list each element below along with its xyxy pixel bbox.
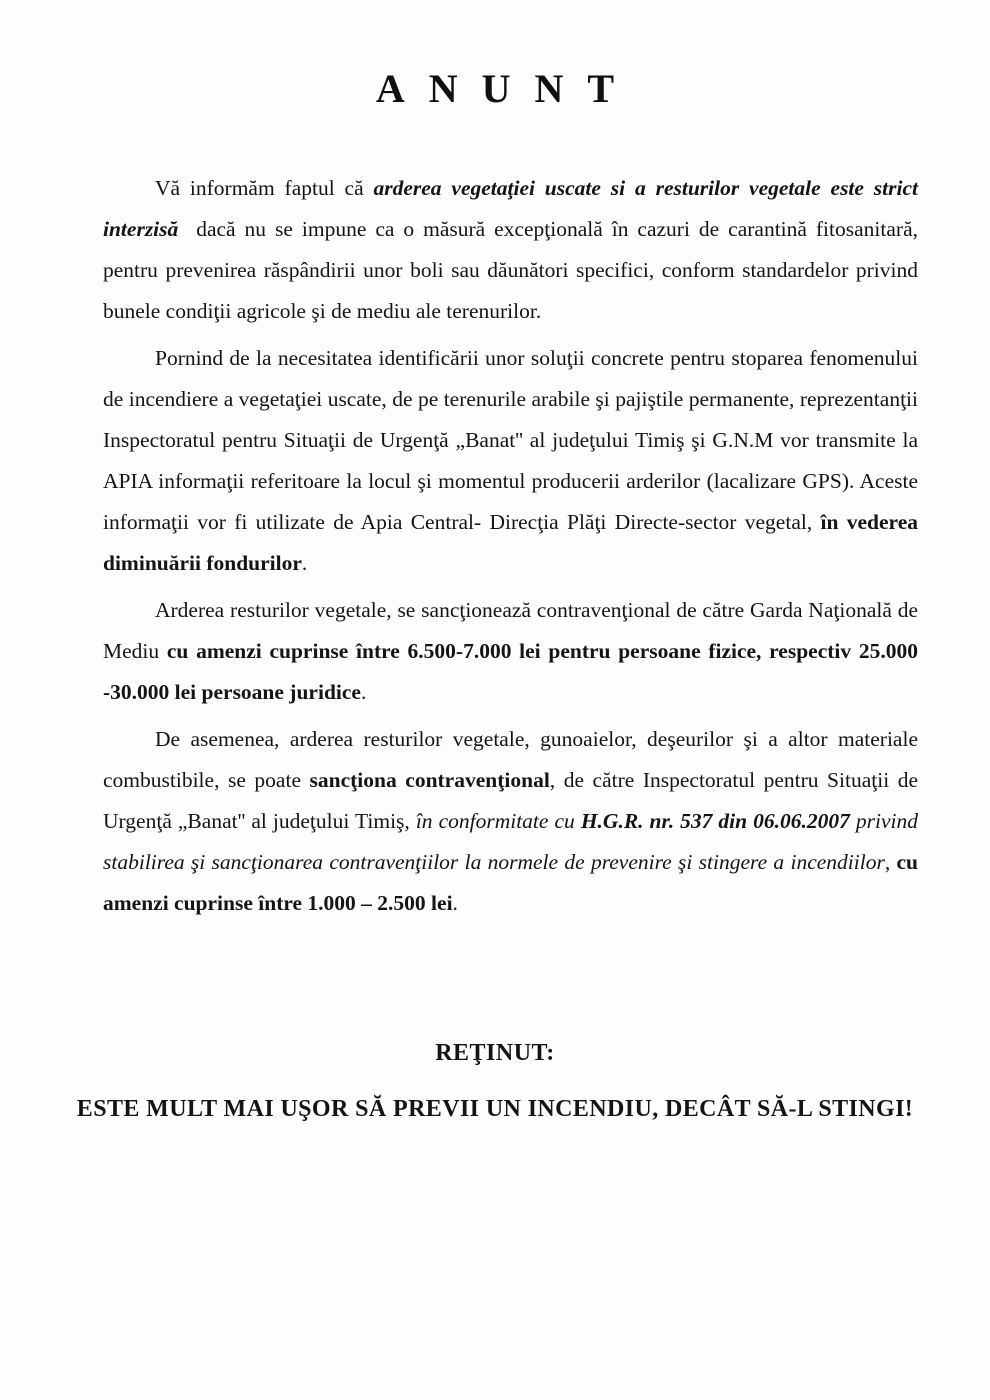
text-run: , de către Inspectoratul pentru Situaţii de Urgenţă „Banat'' al judeţului Timiş, <box>103 768 919 833</box>
footer-slogan: ESTE MULT MAI UŞOR SĂ PREVII UN INCENDIU, DECÂT SĂ-L STINGI! <box>76 1096 914 1122</box>
text-run-emphasis: cu amenzi cuprinse între 6.500-7.000 lei pentru persoane fizice, respectiv 25.000 -30.000 lei persoane juridice <box>103 639 918 704</box>
paragraph-2 <box>103 338 918 584</box>
document-body <box>103 168 918 924</box>
text-run: . <box>301 551 308 575</box>
text-run: , <box>884 850 897 874</box>
text-run-emphasis: cu amenzi cuprinse între 1.000 – 2.500 lei <box>103 850 918 915</box>
text-run: dacă nu se impune ca o măsură excepţională în cazuri de carantină fitosanitară, pentru prevenirea răspândirii unor boli sau dăunători specifici, conform standardelor privind bunele condiţii agricole şi de mediu ale terenurilor. <box>103 217 918 323</box>
paragraph-3 <box>103 590 918 713</box>
text-run-italic: în conformitate cu <box>415 809 581 833</box>
text-run: Vă informăm faptul că <box>155 176 374 200</box>
text-run: Pornind de la necesitatea identificării unor soluţii concrete pentru stoparea fenomenului de incendiere a vegetaţiei uscate, de pe terenurile arabile şi pajiştile permanente, reprezentanţii Inspectoratul pentru Situaţii de Urgenţă „Banat'' al judeţului Timiş şi G.N.M vor transmite la APIA informaţii referitoare la locul şi momentul producerii arderilor (lacalizare GPS). Aceste informaţii vor fi utilizate de Apia Central- Direcţia Plăţi Directe-sector vegetal, <box>103 346 918 534</box>
document-title: ANUNT <box>375 66 639 111</box>
footer-heading: REŢINUT: <box>435 1040 555 1066</box>
text-run-emphasis: arderea vegetaţiei uscate si a resturilor vegetale este strict interzisă <box>103 176 918 241</box>
text-run-emphasis: sancţiona contravenţional <box>309 768 550 792</box>
text-run: . <box>360 680 367 704</box>
paragraph-4 <box>103 719 918 924</box>
text-run: De asemenea, arderea resturilor vegetale, gunoaielor, deşeurilor şi a altor materiale combustibile, se poate <box>103 727 918 792</box>
text-run-italic: privind stabilirea şi sancţionarea contravenţiilor la normele de prevenire şi stingere a incendiilor <box>103 809 918 874</box>
paragraph-1 <box>103 168 918 332</box>
document-footer <box>0 1038 990 1124</box>
text-run-emphasis: în vederea diminuării fondurilor <box>103 510 918 575</box>
text-run-emphasis: H.G.R. nr. 537 din 06.06.2007 <box>580 809 856 833</box>
text-run: Arderea resturilor vegetale, se sancţionează contravenţional de către Garda Naţională de Mediu <box>103 598 918 663</box>
text-run: . <box>452 891 458 915</box>
